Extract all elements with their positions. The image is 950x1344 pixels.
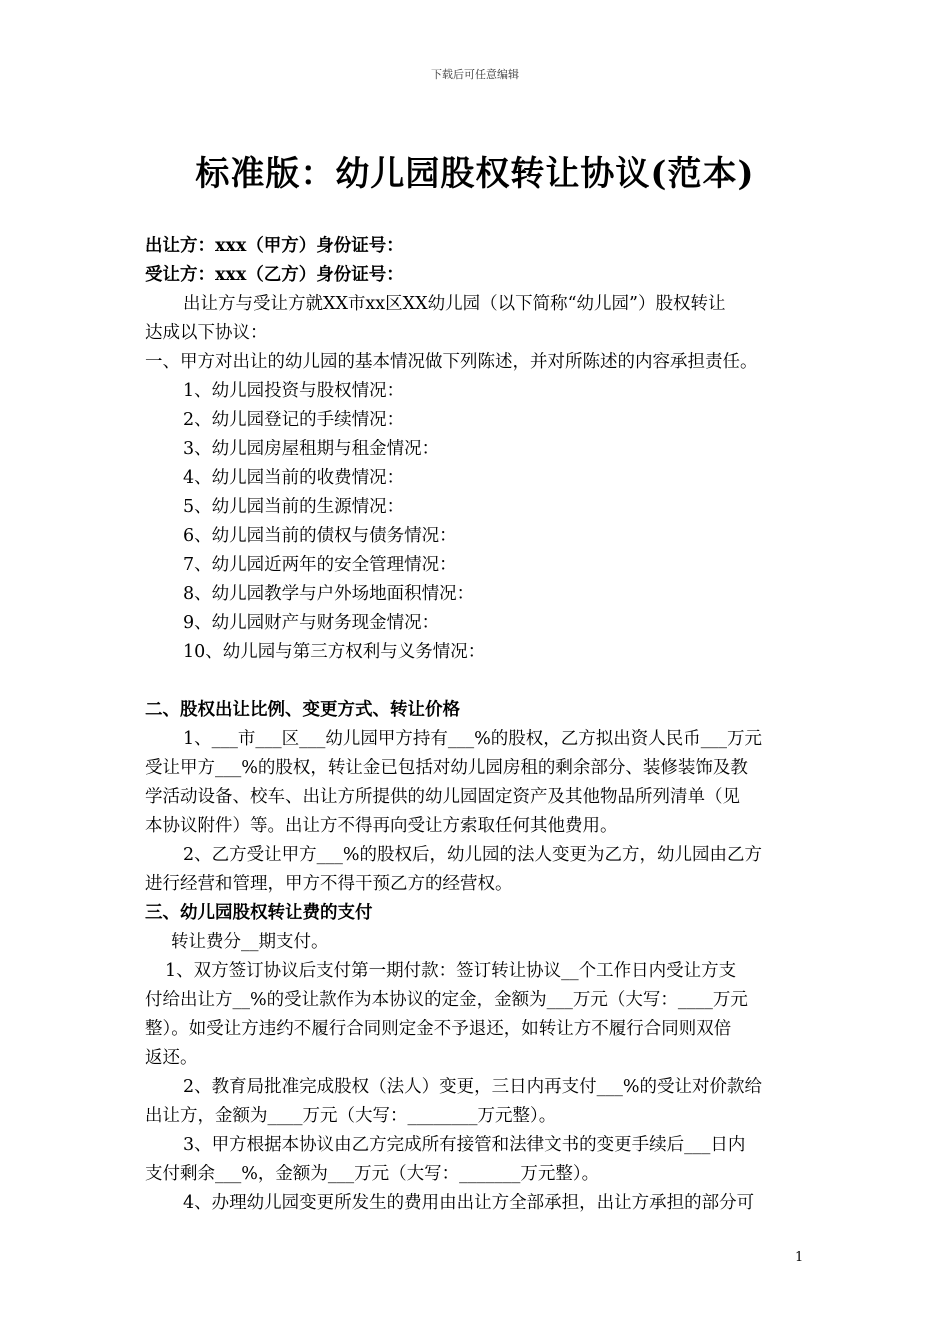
paragraph-line: 2、乙方受让甲方___%的股权后，幼儿园的法人变更为乙方，幼儿园由乙方 <box>183 845 763 865</box>
list-item: 9、幼儿园财产与财务现金情况： <box>183 613 440 633</box>
paragraph-line: 2、教育局批准完成股权（法人）变更，三日内再支付___%的受让对价款给 <box>183 1077 763 1097</box>
list-item: 4、幼儿园当前的收费情况： <box>183 468 405 488</box>
party-transferor: 出让方：xxx（甲方）身份证号： <box>145 236 404 256</box>
page-number: 1 <box>795 1250 804 1265</box>
section2-heading: 二、股权出让比例、变更方式、转让价格 <box>145 700 460 720</box>
paragraph-line: 付给出让方__%的受让款作为本协议的定金，金额为___万元（大写：____万元 <box>145 990 748 1010</box>
list-item: 1、幼儿园投资与股权情况： <box>183 381 405 401</box>
paragraph-line: 出让方，金额为____万元（大写：________万元整）。 <box>145 1106 557 1126</box>
paragraph-line: 学活动设备、校车、出让方所提供的幼儿园固定资产及其他物品所列清单（见 <box>145 787 740 807</box>
document-title: 标准版：幼儿园股权转让协议(范本) <box>195 154 755 194</box>
blank-line <box>145 667 810 696</box>
paragraph-line: 返还。 <box>145 1048 198 1068</box>
section3-heading: 三、幼儿园股权转让费的支付 <box>145 903 373 923</box>
intro-line: 出让方与受让方就XX市xx区XX幼儿园（以下简称“幼儿园”）股权转让 <box>183 294 726 314</box>
intro-line: 达成以下协议： <box>145 323 268 343</box>
list-item: 3、幼儿园房屋租期与租金情况： <box>183 439 440 459</box>
document-body <box>145 232 810 1218</box>
list-item: 10、幼儿园与第三方权利与义务情况： <box>183 642 486 662</box>
list-item: 6、幼儿园当前的债权与债务情况： <box>183 526 457 546</box>
paragraph-line: 受让甲方___%的股权，转让金已包括对幼儿园房租的剩余部分、装修装饰及教 <box>145 758 748 778</box>
paragraph-line: 1、双方签订协议后支付第一期付款：签订转让协议__个工作日内受让方支 <box>165 961 737 981</box>
paragraph-line: 转让费分__期支付。 <box>171 932 329 952</box>
section1-heading: 一、甲方对出让的幼儿园的基本情况做下列陈述，并对所陈述的内容承担责任。 <box>145 352 758 372</box>
page-header: 下载后可任意编辑 <box>431 68 519 81</box>
paragraph-line: 支付剩余___%，金额为___万元（大写：_______万元整）。 <box>145 1164 600 1184</box>
paragraph-line: 进行经营和管理，甲方不得干预乙方的经营权。 <box>145 874 513 894</box>
list-item: 2、幼儿园登记的手续情况： <box>183 410 405 430</box>
paragraph-line: 整）。如受让方违约不履行合同则定金不予退还，如转让方不履行合同则双倍 <box>145 1019 732 1039</box>
paragraph-line: 1、___市___区___幼儿园甲方持有___%的股权，乙方拟出资人民币___万元 <box>183 729 763 749</box>
list-item: 8、幼儿园教学与户外场地面积情况： <box>183 584 475 604</box>
paragraph-line: 4、办理幼儿园变更所发生的费用由出让方全部承担，出让方承担的部分可 <box>183 1193 755 1213</box>
paragraph-line: 本协议附件）等。出让方不得再向受让方索取任何其他费用。 <box>145 816 618 836</box>
party-transferee: 受让方：xxx（乙方）身份证号： <box>145 265 404 285</box>
list-item: 7、幼儿园近两年的安全管理情况： <box>183 555 457 575</box>
paragraph-line: 3、甲方根据本协议由乙方完成所有接管和法律文书的变更手续后___日内 <box>183 1135 746 1155</box>
list-item: 5、幼儿园当前的生源情况： <box>183 497 405 517</box>
